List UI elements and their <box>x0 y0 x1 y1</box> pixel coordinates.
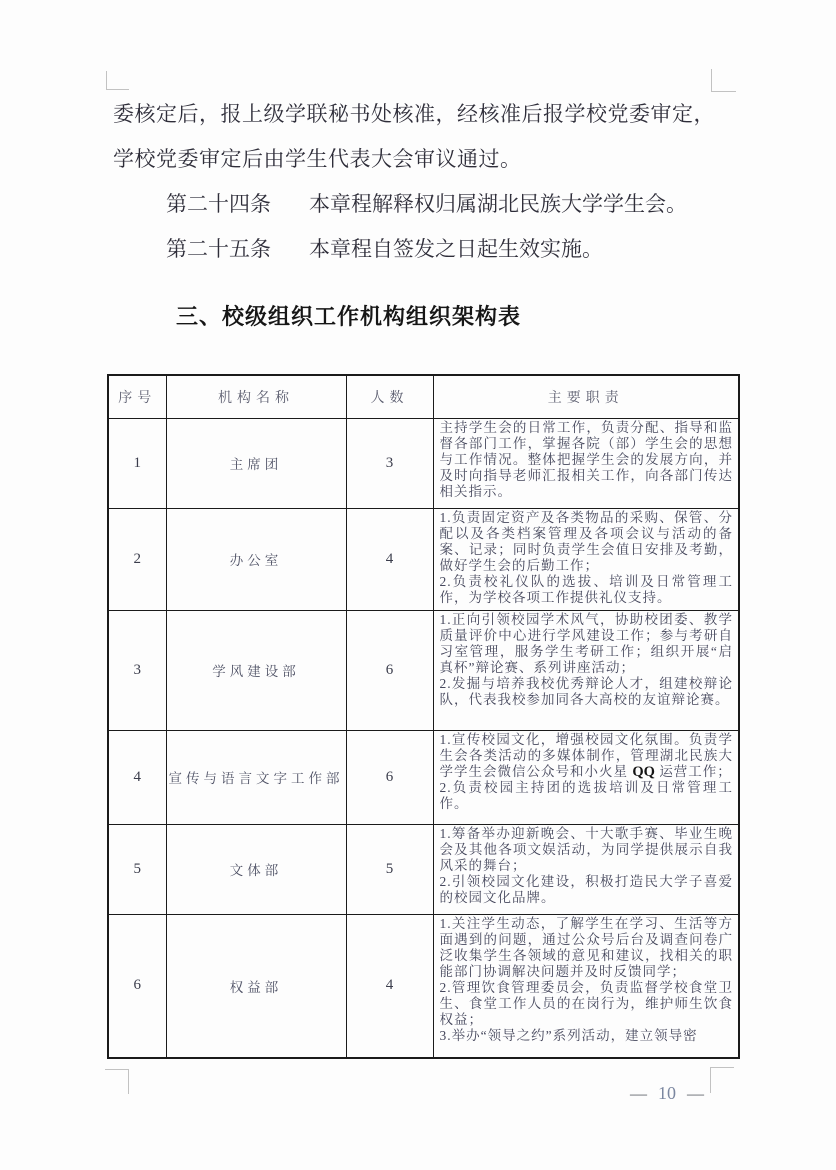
cell-duties <box>433 914 739 1058</box>
table-header <box>108 375 739 418</box>
crop-mark-top-left <box>106 71 129 90</box>
paragraph-line: 学校党委审定后由学生代表大会审议通过。 <box>113 147 522 171</box>
header-name: 机构名称 <box>166 375 346 418</box>
duty-paragraph: 2.引领校园文化建设，积极打造民大学子喜爱的校园文化品牌。 <box>439 873 733 905</box>
header-duties: 主要职责 <box>433 375 739 418</box>
table-row <box>108 914 739 1058</box>
duty-paragraph: 3.举办“领导之约”系列活动，建立领导密 <box>439 1027 698 1043</box>
cell-count: 3 <box>346 418 433 508</box>
table-row <box>108 610 739 730</box>
page-number-dash-right: — <box>687 1083 704 1103</box>
cell-count: 4 <box>346 508 433 610</box>
page-number <box>630 1083 704 1104</box>
article-25 <box>113 227 725 272</box>
cell-duties <box>433 418 739 508</box>
header-count: 人数 <box>346 375 433 418</box>
cell-org-name: 权益部 <box>166 914 346 1058</box>
duty-paragraph: 2.负责校园主持团的选拔培训及日常管理工作。 <box>439 779 733 811</box>
cell-no: 5 <box>108 824 166 914</box>
cell-count: 5 <box>346 824 433 914</box>
article-24 <box>113 182 725 227</box>
cell-no: 1 <box>108 418 166 508</box>
cell-duties <box>433 610 739 730</box>
table-row <box>108 508 739 610</box>
cell-org-name: 主席团 <box>166 418 346 508</box>
duty-paragraph: 主持学生会的日常工作，负责分配、指导和监督各部门工作，掌握各院（部）学生会的思想与工作情况。整体把握学生会的发展方向，并及时向指导老师汇报相关工作，向各部门传达相关指示。 <box>439 419 733 499</box>
cell-no: 6 <box>108 914 166 1058</box>
duty-paragraph: 1.负责固定资产及各类物品的采购、保管、分配以及各类档案管理及各项会议与活动的备案、记录；同时负责学生会值日安排及考勤，做好学生会的后勤工作； <box>439 509 733 573</box>
cell-no: 2 <box>108 508 166 610</box>
duty-paragraph: 1.宣传校园文化，增强校园文化氛围。负责学生会各类活动的多媒体制作，管理湖北民族大学学生会微信公众号和小火星 QQ 运营工作； <box>439 731 733 780</box>
cell-org-name: 宣传与语言文字工作部 <box>166 730 346 824</box>
article-25-text: 本章程自签发之日起生效实施。 <box>309 237 603 261</box>
table-body <box>108 418 739 1058</box>
cell-count: 4 <box>346 914 433 1058</box>
cell-duties <box>433 730 739 824</box>
crop-mark-bottom-right <box>710 1067 734 1093</box>
table-row <box>108 418 739 508</box>
duty-paragraph: 1.正向引领校园学术风气，协助校团委、教学质量评价中心进行学风建设工作；参与考研自习室管理，服务学生考研工作；组织开展“启真杯”辩论赛、系列讲座活动； <box>439 611 733 675</box>
duty-paragraph: 2.管理饮食管理委员会，负责监督学校食堂卫生、食堂工作人员的在岗行为，维护师生饮食权益； <box>439 979 733 1027</box>
cell-no: 4 <box>108 730 166 824</box>
cell-org-name: 文体部 <box>166 824 346 914</box>
article-24-text: 本章程解释权归属湖北民族大学学生会。 <box>309 192 687 216</box>
cell-count: 6 <box>346 610 433 730</box>
page-number-dash-left: — <box>630 1083 647 1103</box>
article-24-label: 第二十四条 <box>166 192 271 216</box>
header-no: 序号 <box>108 375 166 418</box>
duty-paragraph: 1.关注学生动态，了解学生在学习、生活等方面遇到的问题，通过公众号后台及调查问卷广泛收集学生各领域的意见和建议，找相关的职能部门协调解决问题并及时反馈同学； <box>439 915 733 979</box>
article-25-label: 第二十五条 <box>166 237 271 261</box>
table-row <box>108 730 739 824</box>
cell-org-name: 办公室 <box>166 508 346 610</box>
cell-duties <box>433 824 739 914</box>
body-text <box>113 92 725 272</box>
duty-paragraph: 2.发掘与培养我校优秀辩论人才，组建校辩论队，代表我校参加同各大高校的友谊辩论赛。 <box>439 675 733 707</box>
section-heading: 三、校级组织工作机构组织架构表 <box>176 304 522 329</box>
cell-duties <box>433 508 739 610</box>
cell-no: 3 <box>108 610 166 730</box>
crop-mark-bottom-left <box>105 1069 129 1094</box>
table-row <box>108 824 739 914</box>
org-structure-table <box>107 374 740 1059</box>
cell-org-name: 学风建设部 <box>166 610 346 730</box>
duty-paragraph: 1.筹备举办迎新晚会、十大歌手赛、毕业生晚会及其他各项文娱活动，为同学提供展示自我风采的舞台； <box>439 825 733 873</box>
crop-mark-top-right <box>711 69 736 92</box>
paragraph-line: 委核定后，报上级学联秘书处核准，经核准后报学校党委审定， <box>113 102 715 126</box>
table-header-row <box>108 375 739 418</box>
duty-paragraph: 2.负责校礼仪队的选拔、培训及日常管理工作，为学校各项工作提供礼仪支持。 <box>439 573 733 605</box>
cell-count: 6 <box>346 730 433 824</box>
page-number-value: 10 <box>658 1083 676 1103</box>
